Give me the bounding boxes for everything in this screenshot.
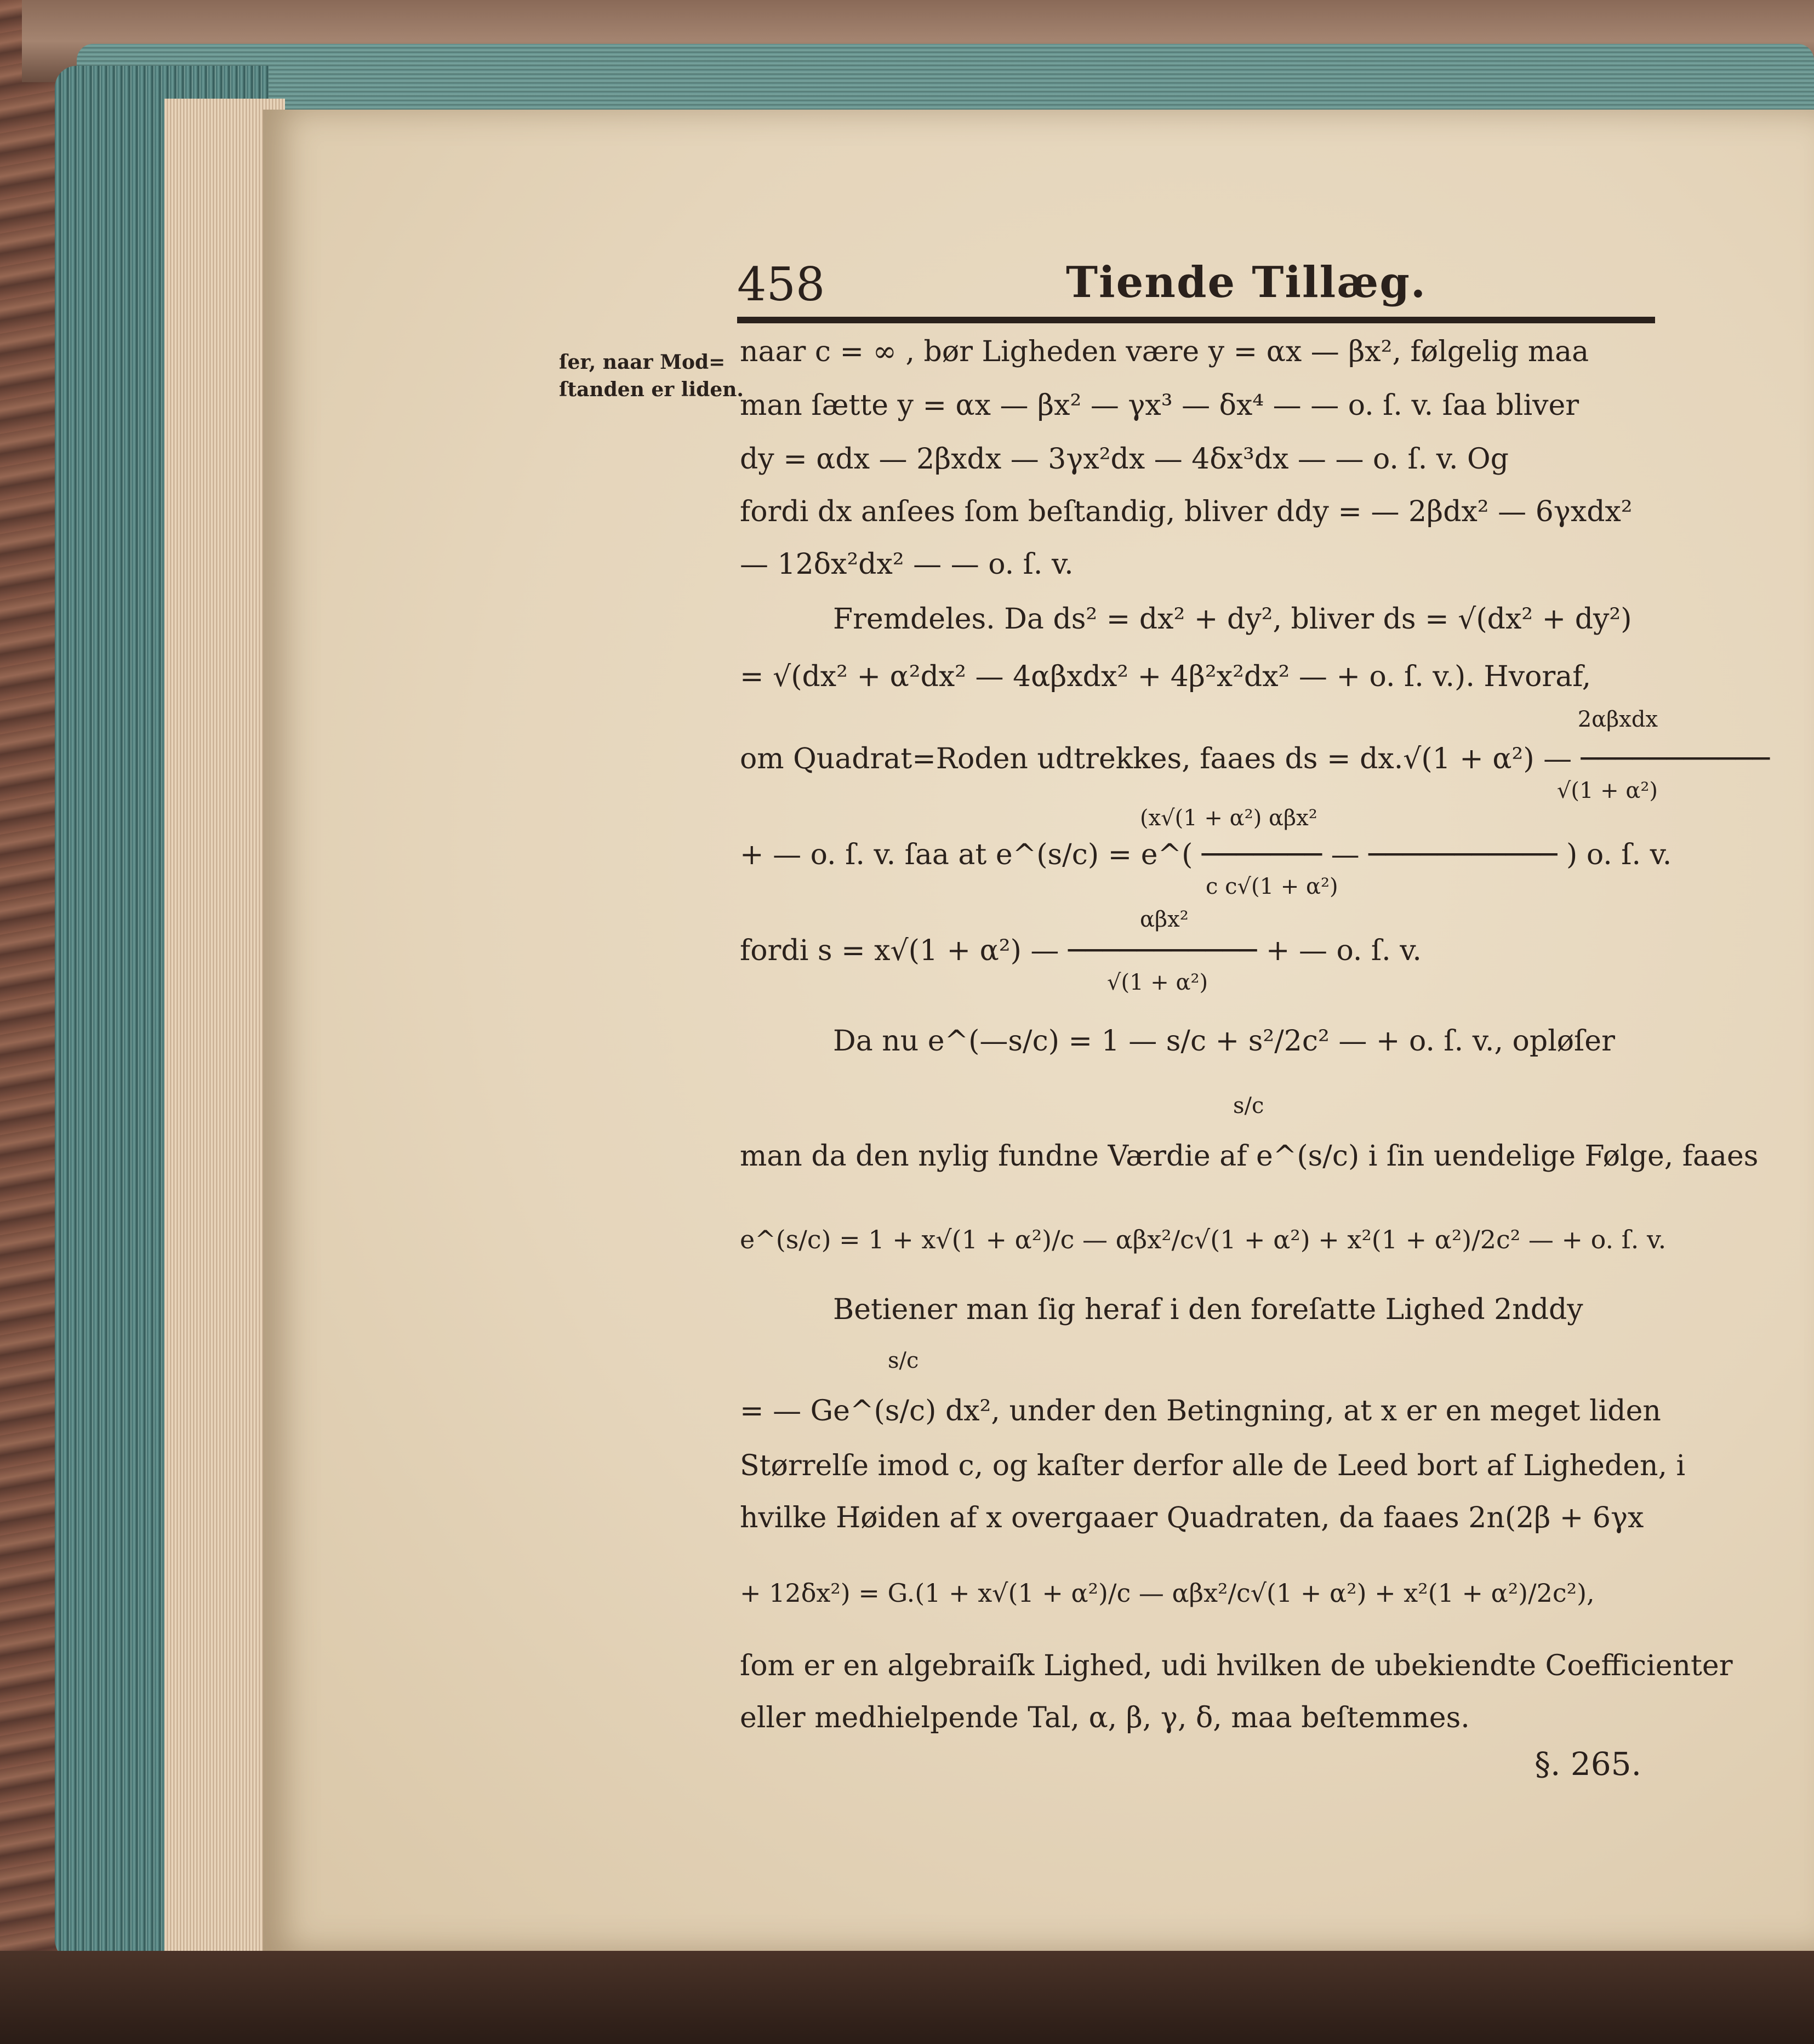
header-rule: [737, 317, 1655, 323]
text-line: + 12δx²) = G.(1 + x√(1 + α²)/c — αβx²/c√(1 + α²) + x²(1 + α²)/2c²),: [740, 1578, 1595, 1608]
text-line: eller medhielpende Tal, α, β, γ, δ, maa beſtemmes.: [740, 1702, 1470, 1734]
text-line: Størrelſe imod c, og kaſter derfor alle de Leed bort af Ligheden, i: [740, 1449, 1686, 1482]
formula-denominator: √(1 + α²): [1556, 778, 1658, 803]
margin-note-line-1: ſer, naar Mod=: [559, 351, 726, 374]
text-line: man ſætte y = αx — βx² — γx³ — δx⁴ — — o. ſ. v. ſaa bliver: [740, 389, 1579, 422]
text-line: fordi dx anſees ſom beſtandig, bliver ddy = — 2βdx² — 6γxdx²: [740, 495, 1633, 528]
formula-numerator: (x√(1 + α²) αβx²: [1140, 806, 1317, 831]
formula-denominator: √(1 + α²): [1107, 970, 1208, 995]
text-line: Fremdeles. Da ds² = dx² + dy², bliver ds = √(dx² + dy²): [833, 603, 1632, 636]
text-line: — 12δx²dx² — — o. ſ. v.: [740, 548, 1074, 581]
margin-note-line-2: ſtanden er liden.: [559, 378, 744, 401]
text-line: = √(dx² + α²dx² — 4αβxdx² + 4β²x²dx² — + o. ſ. v.). Hvoraf,: [740, 660, 1591, 693]
text-line: naar c = ∞ , bør Ligheden være y = αx — βx², følgelig maa: [740, 335, 1589, 368]
text-line: Da nu e^(—s/c) = 1 — s/c + s²/2c² — + o. ſ. v., opløſer: [833, 1025, 1615, 1058]
formula-numerator: 2αβxdx: [1577, 707, 1658, 732]
formula-exponent: s/c: [888, 1348, 919, 1373]
text-line: man da den nylig fundne Værdie af e^(s/c) i ſin uendelige Følge, faaes: [740, 1140, 1759, 1173]
formula-exponent: s/c: [1233, 1093, 1264, 1118]
text-line: Betiener man ſig heraf i den foreſatte Lighed 2nddy: [833, 1293, 1583, 1326]
text-line: om Quadrat=Roden udtrekkes, faaes ds = dx.√(1 + α²) — ───────────: [740, 743, 1770, 775]
running-title: Tiende Tillæg.: [1066, 258, 1427, 307]
text-line: dy = αdx — 2βxdx — 3γx²dx — 4δx³dx — — o. ſ. v. Og: [740, 443, 1509, 476]
text-line: e^(s/c) = 1 + x√(1 + α²)/c — αβx²/c√(1 + α²) + x²(1 + α²)/2c² — + o. ſ. v.: [740, 1225, 1667, 1254]
text-line: fordi s = x√(1 + α²) — ─────────── + — o. ſ. v.: [740, 934, 1422, 967]
formula-denominator: c c√(1 + α²): [1206, 874, 1338, 899]
text-line: hvilke Høiden af x overgaaer Quadraten, da faaes 2n(2β + 6γx: [740, 1501, 1644, 1534]
formula-numerator: αβx²: [1140, 907, 1189, 932]
text-line: ſom er en algebraiſk Lighed, udi hvilken de ubekiendte Coefficienter: [740, 1649, 1733, 1682]
text-line: = — Ge^(s/c) dx², under den Betingning, at x er en meget liden: [740, 1395, 1661, 1428]
catchword: §. 265.: [1535, 1745, 1642, 1783]
page-number: 458: [737, 258, 825, 311]
text-line: + — o. ſ. v. ſaa at e^(s/c) = e^( ─────── — ─────────── ) o. ſ. v.: [740, 838, 1672, 871]
bottom-shadow: [0, 1951, 1814, 2044]
